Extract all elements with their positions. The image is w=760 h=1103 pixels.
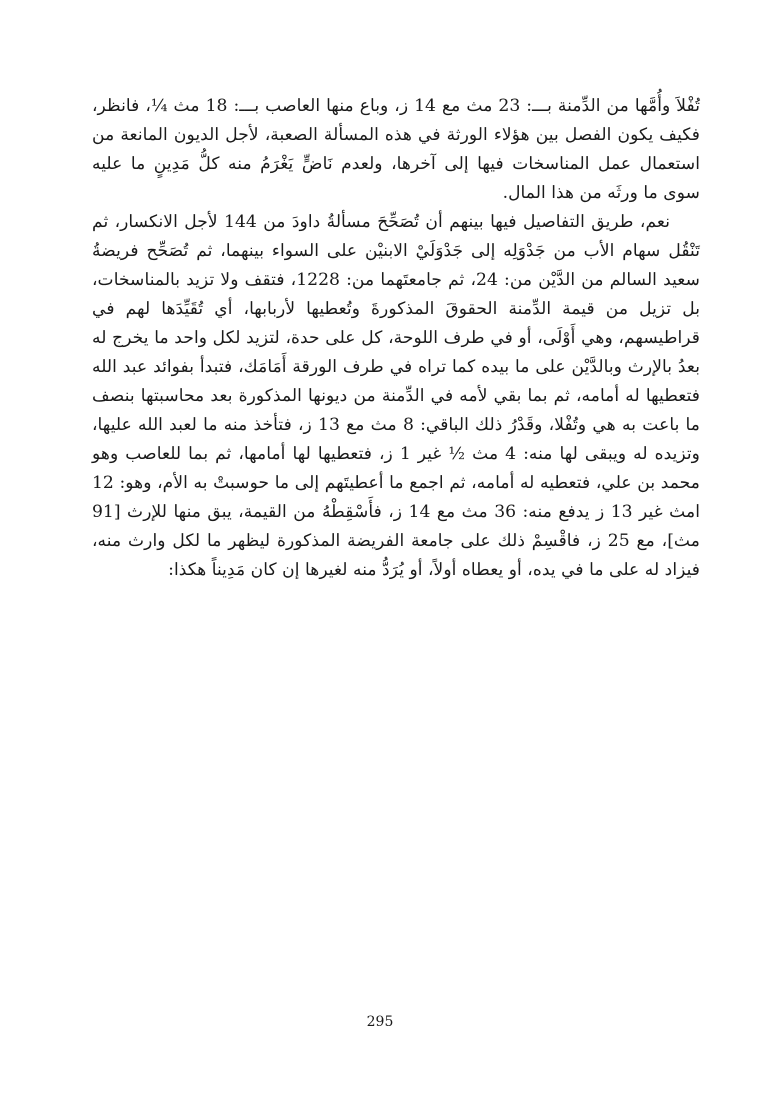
paragraph-2: نعم، طريق التفاصيل فيها بينهم أن تُصَحِّحَ مسألةُ داودَ من 144 لأجل الانكسار، ثم تَنْقُل سهام الأب من جَدْوَلِه إلى جَدْوَلَيْ الابنيْن على السواء بينهما، ثم تُصَحِّح فريضةُ سعيد السالم من الدَّيْن من: 24، ثم جامعتَهما من: 1228، فتقف ولا تزيد بالمناسخات، بل تزيل من قيمة الدِّمنة الحقوقَ المذكورةَ وتُعطيها لأربابها، أي تُقَيِّدَها لهم في قراطيسهم، وهي أَوْلَى، أو في طرف اللوحة، كل على حدة، لتزيد لكل واحد ما يخرج له بعدُ بالإرث وبالدَّيْن على ما بيده كما تراه في طرف الورقة أَمَامَك، فتبدأ بفوائد عبد الله فتعطيها له أمامه، ثم بما بقي لأمه في الدِّمنة من ديونها المذكورة بعد محاسبتها بنصف ما باعت به هي وتُفْلا، وقَدْرُ ذلك الباقي: 8 مث مع 13 ز، فتأخذ منه ما لعبد الله عليها، وتزيده له ويبقى لها منه: 4 مث ½ غير 1 ز، فتعطيها لها أمامها، ثم بما للعاصب وهو محمد بن علي، فتعطيه له أمامه، ثم اجمع ما أعطيتَهم إلى ما حوسبتْ به الأم، وهو: 12 امث غير 13 ز يدفع منه: 36 مث مع 14 ز، فأَسْقِطْهُ من القيمة، يبق منها للإرث [91 مث]، مع 25 ز، فاقْسِمْ ذلك على جامعة الفريضة المذكورة ليظهر ما لكل وارث منه، فيزاد له على ما في يده، أو يعطاه أولاً، أو يُرَدُّ منه لغيرها إن كان مَدِيناً هكذا:	[92, 212, 700, 580]
body-text	[92, 92, 700, 585]
paragraph-1: تُفْلاَ وأُمَّها من الدِّمنة بـــ: 23 مث مع 14 ز، وباع منها العاصب بـــ: 18 مث ¼، فانظر، فكيف يكون الفصل بين هؤلاء الورثة في هذه المسألة الصعبة، لأجل الديون المانعة من استعمال عمل المناسخات فيها إلى آخرها، ولعدم نَاضٍّ يَغْرَمُ منه كلُّ مَدِينٍ ما عليه سوى ما ورثَه من هذا المال.	[92, 96, 700, 203]
page-number: 295	[366, 1014, 394, 1030]
